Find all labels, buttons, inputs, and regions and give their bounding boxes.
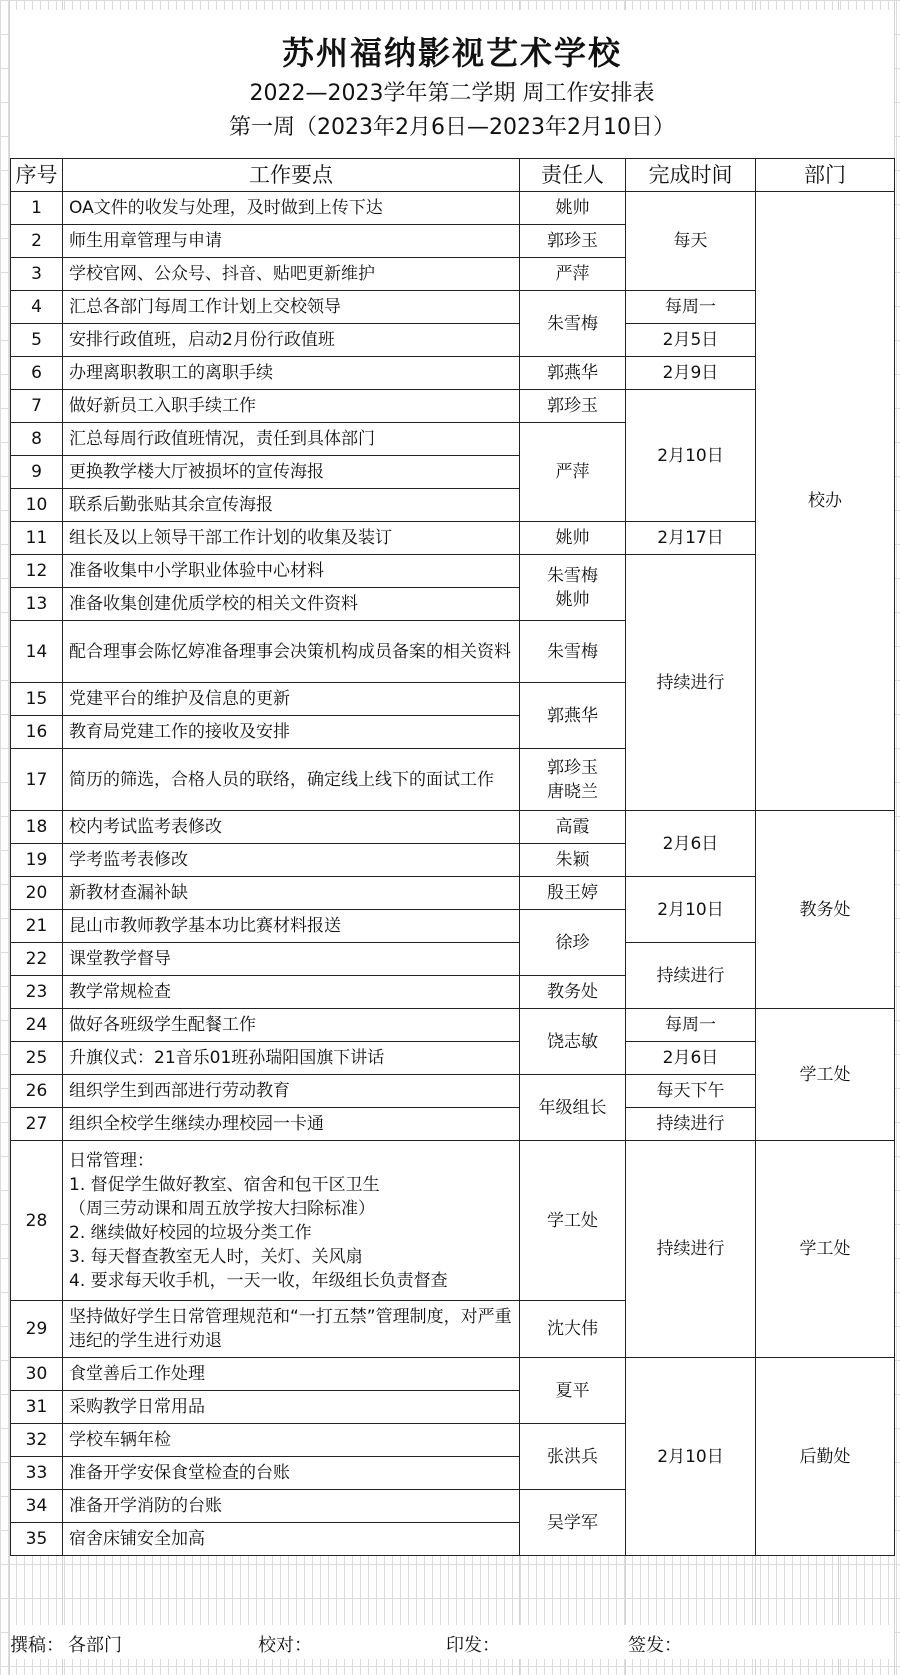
signoff-footer bbox=[10, 1625, 894, 1659]
task-cell: 做好新员工入职手续工作 bbox=[63, 390, 520, 423]
row-no: 1 bbox=[11, 192, 63, 225]
owner-cell: 姚帅 bbox=[520, 522, 626, 555]
row-no: 4 bbox=[11, 291, 63, 324]
header-dept: 部门 bbox=[756, 159, 895, 192]
owner-line: 唐晓兰 bbox=[547, 781, 598, 802]
row-no: 28 bbox=[11, 1141, 63, 1301]
time-cell: 2月6日 bbox=[626, 1042, 756, 1075]
task-cell: 组织学生到西部进行劳动教育 bbox=[63, 1075, 520, 1108]
row-no: 34 bbox=[11, 1490, 63, 1523]
row-no: 24 bbox=[11, 1009, 63, 1042]
owner-cell: 郭珍玉 bbox=[520, 390, 626, 423]
owner-cell: 学工处 bbox=[520, 1141, 626, 1301]
table-row bbox=[11, 1141, 895, 1301]
row-no: 9 bbox=[11, 456, 63, 489]
owner-cell: 饶志敏 bbox=[520, 1009, 626, 1075]
time-cell: 持续进行 bbox=[626, 555, 756, 811]
task-cell: 汇总每周行政值班情况，责任到具体部门 bbox=[63, 423, 520, 456]
owner-line: 郭珍玉 bbox=[547, 757, 598, 778]
task-cell: 党建平台的维护及信息的更新 bbox=[63, 683, 520, 716]
task-cell: 联系后勤张贴其余宣传海报 bbox=[63, 489, 520, 522]
owner-cell: 朱雪梅 bbox=[520, 291, 626, 357]
owner-cell: 郭燕华 bbox=[520, 683, 626, 749]
time-cell: 2月10日 bbox=[626, 390, 756, 522]
row-no: 25 bbox=[11, 1042, 63, 1075]
time-cell: 每天下午 bbox=[626, 1075, 756, 1108]
header-task: 工作要点 bbox=[63, 159, 520, 192]
task-cell: 教学常规检查 bbox=[63, 976, 520, 1009]
task-cell: 课堂教学督导 bbox=[63, 943, 520, 976]
owner-cell: 朱雪梅 bbox=[520, 621, 626, 683]
dept-cell: 学工处 bbox=[756, 1009, 895, 1141]
time-cell: 持续进行 bbox=[626, 1108, 756, 1141]
task-cell: 坚持做好学生日常管理规范和“一打五禁”管理制度，对严重违纪的学生进行劝退 bbox=[63, 1301, 520, 1358]
task-cell: OA文件的收发与处理，及时做到上传下达 bbox=[63, 192, 520, 225]
owner-cell: 徐珍 bbox=[520, 910, 626, 976]
time-cell: 每周一 bbox=[626, 1009, 756, 1042]
owner-line: 朱雪梅 bbox=[547, 565, 598, 586]
task-cell: 升旗仪式：21音乐01班孙瑞阳国旗下讲话 bbox=[63, 1042, 520, 1075]
week-range: 第一周（2023年2月6日—2023年2月10日） bbox=[229, 115, 675, 140]
row-no: 3 bbox=[11, 258, 63, 291]
proofread-label: 校对： bbox=[258, 1635, 312, 1656]
row-no: 30 bbox=[11, 1358, 63, 1391]
task-cell: 准备收集中小学职业体验中心材料 bbox=[63, 555, 520, 588]
table-header-row bbox=[11, 159, 895, 192]
task-cell: 教育局党建工作的接收及安排 bbox=[63, 716, 520, 749]
task-line: 3. 每天督查教室无人时，关灯、关风扇 bbox=[69, 1246, 363, 1267]
table-row bbox=[11, 192, 895, 225]
owner-cell: 吴学军 bbox=[520, 1490, 626, 1556]
row-no: 31 bbox=[11, 1391, 63, 1424]
owner-cell: 姚帅 bbox=[520, 192, 626, 225]
table-row bbox=[11, 1358, 895, 1391]
row-no: 6 bbox=[11, 357, 63, 390]
owner-cell: 夏平 bbox=[520, 1358, 626, 1424]
task-cell: 学校车辆年检 bbox=[63, 1424, 520, 1457]
header-owner: 责任人 bbox=[520, 159, 626, 192]
row-no: 22 bbox=[11, 943, 63, 976]
owner-cell bbox=[520, 555, 626, 621]
time-cell: 2月9日 bbox=[626, 357, 756, 390]
weekly-schedule-table bbox=[10, 158, 895, 1556]
task-cell: 准备收集创建优质学校的相关文件资料 bbox=[63, 588, 520, 621]
dept-cell: 后勤处 bbox=[756, 1358, 895, 1556]
time-cell: 每天 bbox=[626, 192, 756, 291]
task-line: （周三劳动课和周五放学按大扫除标准） bbox=[69, 1198, 375, 1219]
task-cell: 采购教学日常用品 bbox=[63, 1391, 520, 1424]
time-cell: 2月6日 bbox=[626, 811, 756, 877]
owner-cell: 沈大伟 bbox=[520, 1301, 626, 1358]
document-header bbox=[10, 10, 894, 158]
sign-label: 签发： bbox=[628, 1635, 682, 1656]
owner-cell: 教务处 bbox=[520, 976, 626, 1009]
row-no: 10 bbox=[11, 489, 63, 522]
owner-cell: 殷王婷 bbox=[520, 877, 626, 910]
owner-cell: 严萍 bbox=[520, 423, 626, 522]
time-cell: 每周一 bbox=[626, 291, 756, 324]
task-cell: 学校官网、公众号、抖音、贴吧更新维护 bbox=[63, 258, 520, 291]
row-no: 13 bbox=[11, 588, 63, 621]
time-cell: 2月10日 bbox=[626, 1358, 756, 1556]
time-cell: 2月10日 bbox=[626, 877, 756, 943]
row-no: 26 bbox=[11, 1075, 63, 1108]
task-cell: 办理离职教职工的离职手续 bbox=[63, 357, 520, 390]
header-no: 序号 bbox=[11, 159, 63, 192]
table-row bbox=[11, 811, 895, 844]
owner-cell: 年级组长 bbox=[520, 1075, 626, 1141]
row-no: 11 bbox=[11, 522, 63, 555]
school-title: 苏州福纳影视艺术学校 bbox=[281, 34, 622, 72]
task-cell: 新教材查漏补缺 bbox=[63, 877, 520, 910]
time-cell: 2月17日 bbox=[626, 522, 756, 555]
task-line: 1. 督促学生做好教室、宿舍和包干区卫生 bbox=[69, 1174, 380, 1195]
drafter-value: 各部门 bbox=[68, 1635, 122, 1656]
owner-cell: 严萍 bbox=[520, 258, 626, 291]
row-no: 12 bbox=[11, 555, 63, 588]
task-cell: 学考监考表修改 bbox=[63, 844, 520, 877]
task-cell: 食堂善后工作处理 bbox=[63, 1358, 520, 1391]
task-cell bbox=[63, 1141, 520, 1301]
row-no: 23 bbox=[11, 976, 63, 1009]
task-cell: 做好各班级学生配餐工作 bbox=[63, 1009, 520, 1042]
row-no: 19 bbox=[11, 844, 63, 877]
owner-cell: 朱颖 bbox=[520, 844, 626, 877]
task-cell: 宿舍床铺安全加高 bbox=[63, 1523, 520, 1556]
owner-cell: 高霞 bbox=[520, 811, 626, 844]
owner-cell: 张洪兵 bbox=[520, 1424, 626, 1490]
row-no: 8 bbox=[11, 423, 63, 456]
task-cell: 汇总各部门每周工作计划上交校领导 bbox=[63, 291, 520, 324]
task-cell: 简历的筛选，合格人员的联络，确定线上线下的面试工作 bbox=[63, 749, 520, 811]
task-line: 2. 继续做好校园的垃圾分类工作 bbox=[69, 1222, 312, 1243]
drafter-label: 撰稿： bbox=[10, 1635, 64, 1656]
header-time: 完成时间 bbox=[626, 159, 756, 192]
time-cell: 2月5日 bbox=[626, 324, 756, 357]
row-no: 14 bbox=[11, 621, 63, 683]
row-no: 32 bbox=[11, 1424, 63, 1457]
task-line: 日常管理： bbox=[69, 1150, 154, 1171]
row-no: 27 bbox=[11, 1108, 63, 1141]
owner-cell: 郭燕华 bbox=[520, 357, 626, 390]
task-cell: 准备开学消防的台账 bbox=[63, 1490, 520, 1523]
schedule-subtitle: 2022—2023学年第二学期 周工作安排表 bbox=[249, 81, 655, 106]
row-no: 17 bbox=[11, 749, 63, 811]
row-no: 2 bbox=[11, 225, 63, 258]
time-cell: 持续进行 bbox=[626, 1141, 756, 1358]
row-no: 7 bbox=[11, 390, 63, 423]
row-no: 18 bbox=[11, 811, 63, 844]
dept-cell: 学工处 bbox=[756, 1141, 895, 1358]
task-cell: 配合理事会陈忆婷准备理事会决策机构成员备案的相关资料 bbox=[63, 621, 520, 683]
row-no: 5 bbox=[11, 324, 63, 357]
row-no: 33 bbox=[11, 1457, 63, 1490]
row-no: 35 bbox=[11, 1523, 63, 1556]
task-cell: 昆山市教师教学基本功比赛材料报送 bbox=[63, 910, 520, 943]
time-cell: 持续进行 bbox=[626, 943, 756, 1009]
task-cell: 组长及以上领导干部工作计划的收集及装订 bbox=[63, 522, 520, 555]
dept-cell: 校办 bbox=[756, 192, 895, 811]
row-no: 20 bbox=[11, 877, 63, 910]
row-no: 21 bbox=[11, 910, 63, 943]
print-label: 印发： bbox=[446, 1635, 500, 1656]
task-cell: 校内考试监考表修改 bbox=[63, 811, 520, 844]
owner-cell bbox=[520, 749, 626, 811]
row-no: 15 bbox=[11, 683, 63, 716]
owner-line: 姚帅 bbox=[555, 589, 590, 610]
task-cell: 师生用章管理与申请 bbox=[63, 225, 520, 258]
task-cell: 组织全校学生继续办理校园一卡通 bbox=[63, 1108, 520, 1141]
task-line: 4. 要求每天收手机，一天一收，年级组长负责督查 bbox=[69, 1270, 448, 1291]
dept-cell: 教务处 bbox=[756, 811, 895, 1009]
owner-cell: 郭珍玉 bbox=[520, 225, 626, 258]
task-cell: 安排行政值班，启动2月份行政值班 bbox=[63, 324, 520, 357]
task-cell: 准备开学安保食堂检查的台账 bbox=[63, 1457, 520, 1490]
row-no: 16 bbox=[11, 716, 63, 749]
task-cell: 更换教学楼大厅被损坏的宣传海报 bbox=[63, 456, 520, 489]
table-row bbox=[11, 1009, 895, 1042]
row-no: 29 bbox=[11, 1301, 63, 1358]
